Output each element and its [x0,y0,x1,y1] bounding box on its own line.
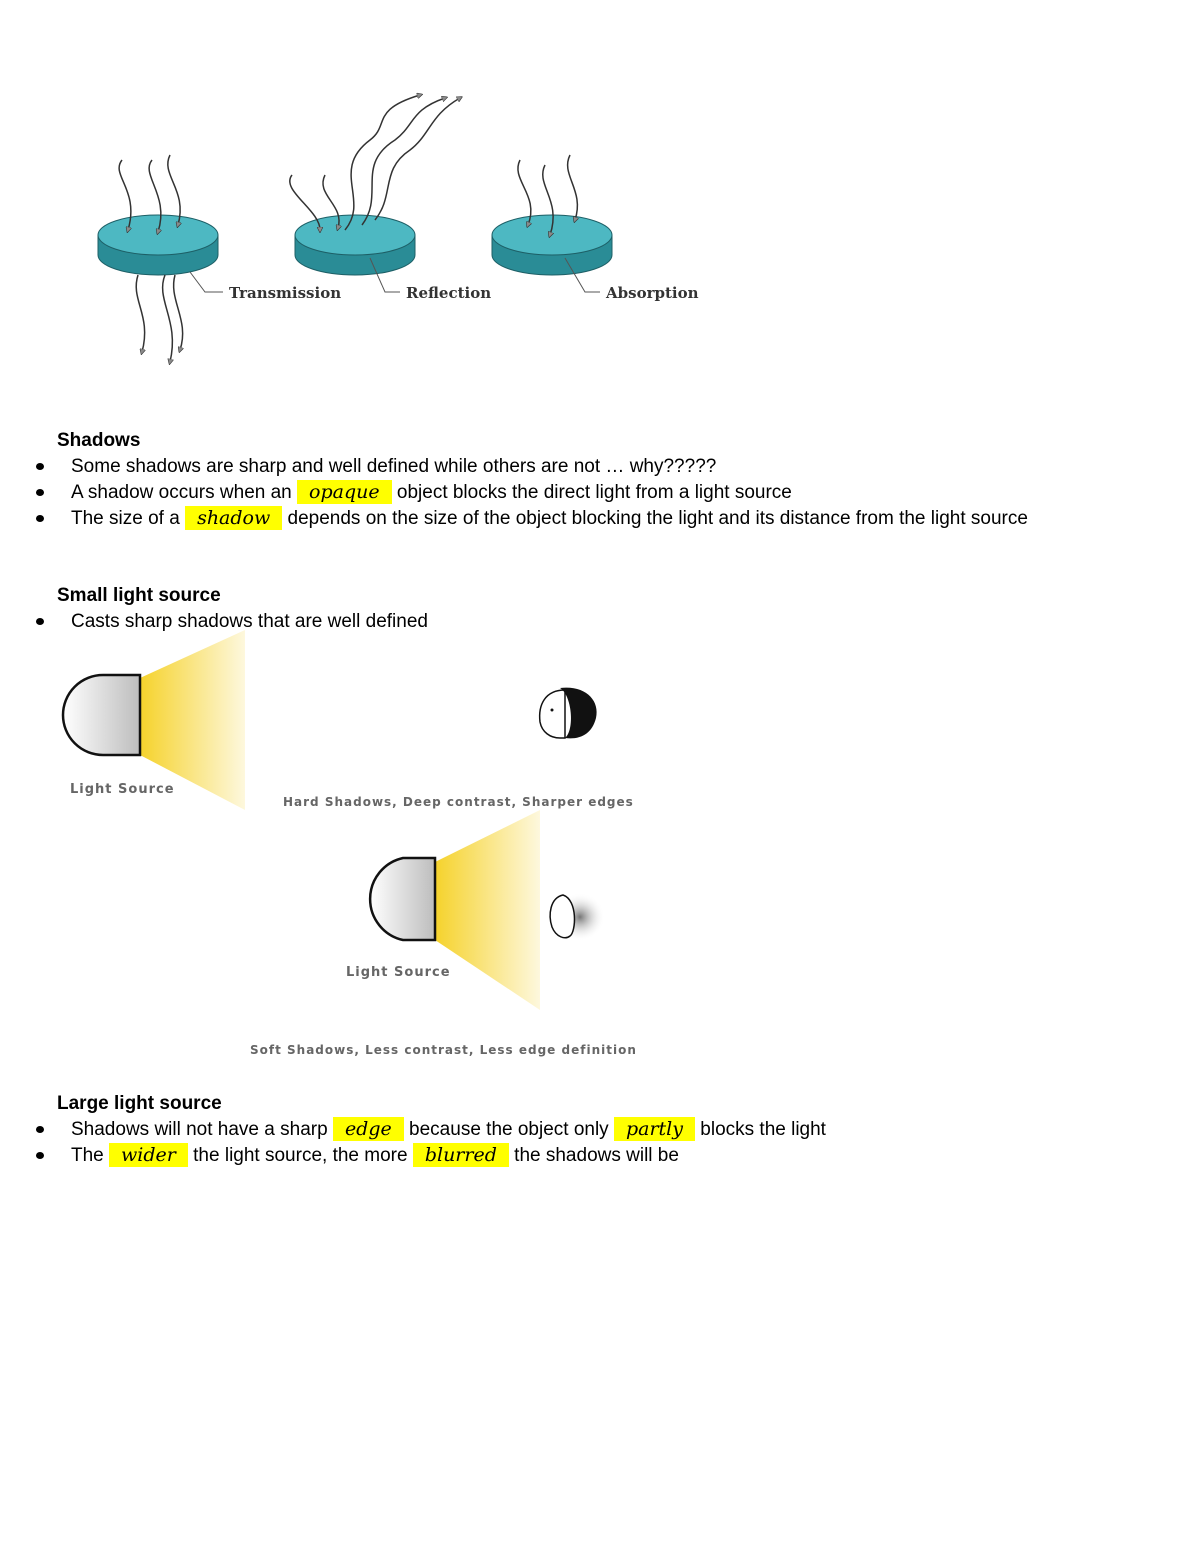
large-light-section [57,1093,1157,1169]
bullet-text: The size of a [71,508,180,529]
shadows-bullets [0,454,1157,532]
hard-shadow-caption: Hard Shadows, Deep contrast, Sharper edges [283,795,634,809]
shadows-heading: Shadows [57,430,141,451]
answer-blank: wider [109,1143,188,1167]
bullet-text: because the object only [409,1119,609,1140]
absorption-label: Absorption [606,284,699,302]
bullet-text: A shadow occurs when an [71,482,292,503]
list-item [0,454,1157,480]
large-light-bullets [0,1117,1157,1169]
reflection-arrows [290,95,460,230]
answer-blank: partly [614,1117,695,1141]
transmission-disc [98,215,218,275]
bullet-text: Casts sharp shadows that are well defined [71,611,428,632]
reflection-disc [295,215,415,275]
list-item [0,1143,1157,1169]
soft-shadow-lamp [370,810,540,1010]
bullet-text: object blocks the direct light from a light source [396,482,792,503]
soft-light-source-label: Light Source [346,965,451,980]
list-item [0,506,1157,532]
hard-shadow-head [540,688,597,739]
bullet-text: blocks the light [700,1119,826,1140]
bullet-text: the shadows will be [514,1145,679,1166]
small-light-heading: Small light source [57,585,221,606]
soft-shadow-caption: Soft Shadows, Less contrast, Less edge definition [250,1043,637,1057]
bullet-text: The [71,1145,104,1166]
light-interaction-diagram [80,80,720,380]
transmission-label: Transmission [229,284,342,302]
answer-blank: edge [333,1117,404,1141]
small-light-section [57,585,1157,635]
list-item [0,1117,1157,1143]
hard-light-source-label: Light Source [70,782,175,797]
shadows-section [57,430,1157,532]
list-item [0,480,1157,506]
bullet-text: the light source, the more [193,1145,408,1166]
answer-blank: shadow [185,506,282,530]
reflection-label: Reflection [406,284,492,302]
bullet-text: depends on the size of the object blocking the light and its distance from the light source [287,508,1028,529]
light-source-diagram [60,630,660,1070]
soft-shadow-head [550,893,605,941]
bullet-text: Some shadows are sharp and well defined while others are not … why????? [71,456,717,477]
answer-blank: opaque [297,480,392,504]
bullet-text: Shadows will not have a sharp [71,1119,328,1140]
large-light-heading: Large light source [57,1093,222,1114]
answer-blank: blurred [413,1143,509,1167]
